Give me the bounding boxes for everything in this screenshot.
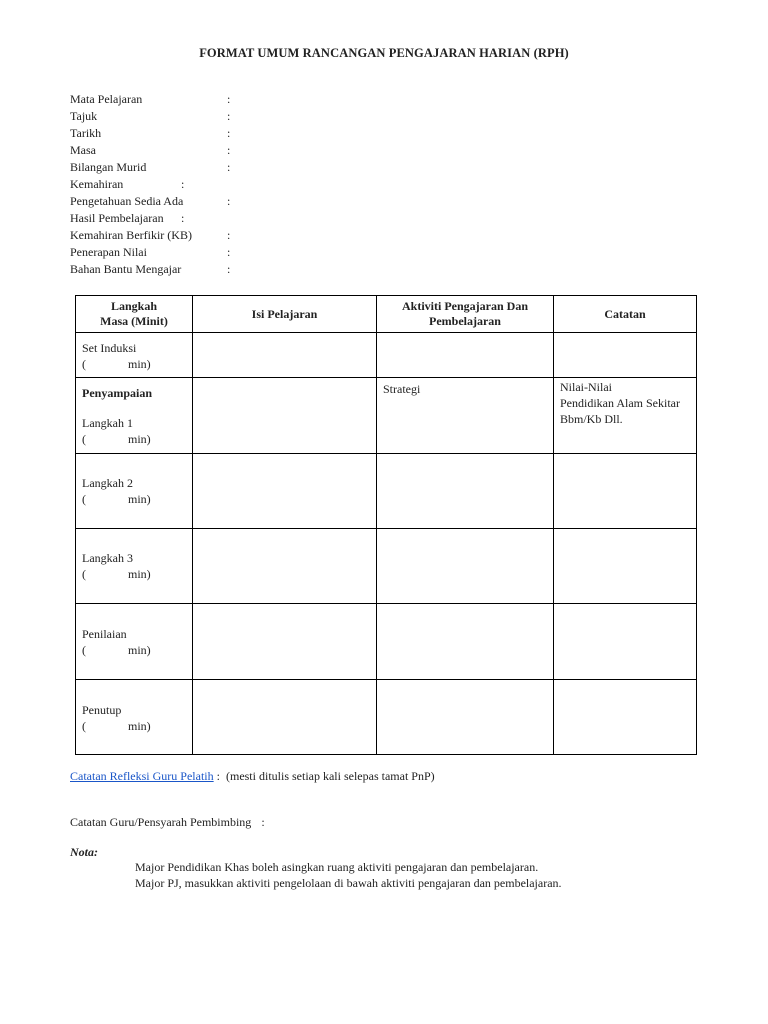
reflection-note: (mesti ditulis setiap kali selepas tamat PnP) [219,769,435,783]
nota-line: Major PJ, masukkan aktiviti pengelolaan di bawah aktiviti pengajaran dan pembelajaran. [135,876,562,890]
nota-label: Nota: [70,845,98,859]
field-colon: : [227,194,231,208]
mentor-notes-section [70,815,265,830]
lesson-plan-table [75,295,697,755]
field-colon: : [227,92,231,106]
catatan-cell[interactable] [554,454,697,529]
table-row-penyampaian [76,378,697,454]
table-row-set-induksi [76,333,697,378]
field-bahan-bantu-mengajar [70,261,231,278]
field-hasil-pembelajaran [70,210,192,227]
field-colon: : [227,228,231,242]
aktiviti-cell[interactable] [377,604,554,680]
stage-label: Set Induksi [82,341,137,355]
field-label: Tajuk [70,109,98,123]
header-aktiviti-line2: Pembelajaran [429,314,501,328]
catatan-cell[interactable] [554,333,697,378]
stage-cell [76,378,193,454]
isi-pelajaran-cell[interactable] [193,604,377,680]
field-colon: : [227,126,231,140]
duration-blank: ( min) [82,357,151,371]
field-mata-pelajaran [70,91,231,108]
stage-label: Langkah 3 [82,551,133,565]
isi-pelajaran-cell[interactable] [193,680,377,755]
duration-blank: ( min) [82,643,151,657]
header-masa-minit: Masa (Minit) [100,314,168,328]
stage-label: Langkah 1 [82,416,133,430]
reflection-section [70,769,435,784]
field-colon: : [227,262,231,276]
field-label: Masa [70,143,96,157]
catatan-cell[interactable] [554,529,697,604]
aktiviti-cell[interactable] [377,529,554,604]
catatan-cell[interactable] [554,604,697,680]
table-row-penutup [76,680,697,755]
field-label: Pengetahuan Sedia Ada [70,194,184,208]
field-tarikh [70,125,231,142]
header-langkah: Langkah [110,299,158,313]
stage-label: Langkah 2 [82,476,133,490]
table-header-row [76,296,697,333]
aktiviti-cell[interactable] [377,333,554,378]
catatan-cell[interactable] [554,680,697,755]
header-aktiviti [377,296,554,333]
aktiviti-cell[interactable] [377,378,554,454]
field-pengetahuan-sedia-ada [70,193,231,210]
field-colon: : [227,109,231,123]
field-colon: : [181,211,185,225]
header-aktiviti-line1: Aktiviti Pengajaran Dan [402,299,528,313]
field-kemahiran-berfikir [70,227,231,244]
field-colon: : [227,160,231,174]
isi-pelajaran-cell[interactable] [193,378,377,454]
isi-pelajaran-cell[interactable] [193,333,377,378]
stage-label: Penilaian [82,627,127,641]
header-langkah-masa [76,296,193,333]
field-label: Hasil Pembelajaran [70,211,164,225]
strategi-label: Strategi [383,382,421,396]
reflection-colon: : [213,769,220,783]
header-catatan: Catatan [554,296,697,333]
catatan-line: Bbm/Kb Dll. [560,412,623,426]
stage-cell [76,680,193,755]
duration-blank: ( min) [82,567,151,581]
field-label: Tarikh [70,126,102,140]
duration-blank: ( min) [82,492,151,506]
table-row-penilaian [76,604,697,680]
field-colon: : [227,245,231,259]
aktiviti-cell[interactable] [377,454,554,529]
field-label: Penerapan Nilai [70,245,147,259]
stage-cell [76,604,193,680]
table-row-langkah-2 [76,454,697,529]
field-tajuk [70,108,231,125]
field-masa [70,142,231,159]
field-label: Bahan Bantu Mengajar [70,262,182,276]
stage-cell [76,529,193,604]
field-bilangan-murid [70,159,231,176]
table-row-langkah-3 [76,529,697,604]
isi-pelajaran-cell[interactable] [193,454,377,529]
duration-blank: ( min) [82,719,151,733]
reflection-link[interactable]: Catatan Refleksi Guru Pelatih [70,769,214,783]
field-colon: : [181,177,185,191]
mentor-label: Catatan Guru/Pensyarah Pembimbing [70,815,252,829]
stage-cell [76,454,193,529]
stage-label: Penutup [82,703,122,717]
field-colon: : [227,143,231,157]
mentor-colon: : [261,815,265,829]
catatan-line: Pendidikan Alam Sekitar [560,396,680,410]
isi-pelajaran-cell[interactable] [193,529,377,604]
document-title: FORMAT UMUM RANCANGAN PENGAJARAN HARIAN (RPH) [199,46,569,60]
field-kemahiran [70,176,192,193]
stage-cell [76,333,193,378]
duration-blank: ( min) [82,432,151,446]
aktiviti-cell[interactable] [377,680,554,755]
field-label: Bilangan Murid [70,160,147,174]
catatan-cell[interactable] [554,378,697,454]
catatan-line: Nilai-Nilai [560,380,612,394]
header-isi-pelajaran: Isi Pelajaran [193,296,377,333]
field-penerapan-nilai [70,244,231,261]
section-heading: Penyampaian [82,386,153,400]
field-label: Kemahiran [70,177,124,191]
lesson-info-fields [70,91,231,278]
nota-line: Major Pendidikan Khas boleh asingkan ruang aktiviti pengajaran dan pembelajaran. [135,860,539,874]
field-label: Kemahiran Berfikir (KB) [70,228,192,242]
nota-lines [135,859,562,891]
field-label: Mata Pelajaran [70,92,143,106]
